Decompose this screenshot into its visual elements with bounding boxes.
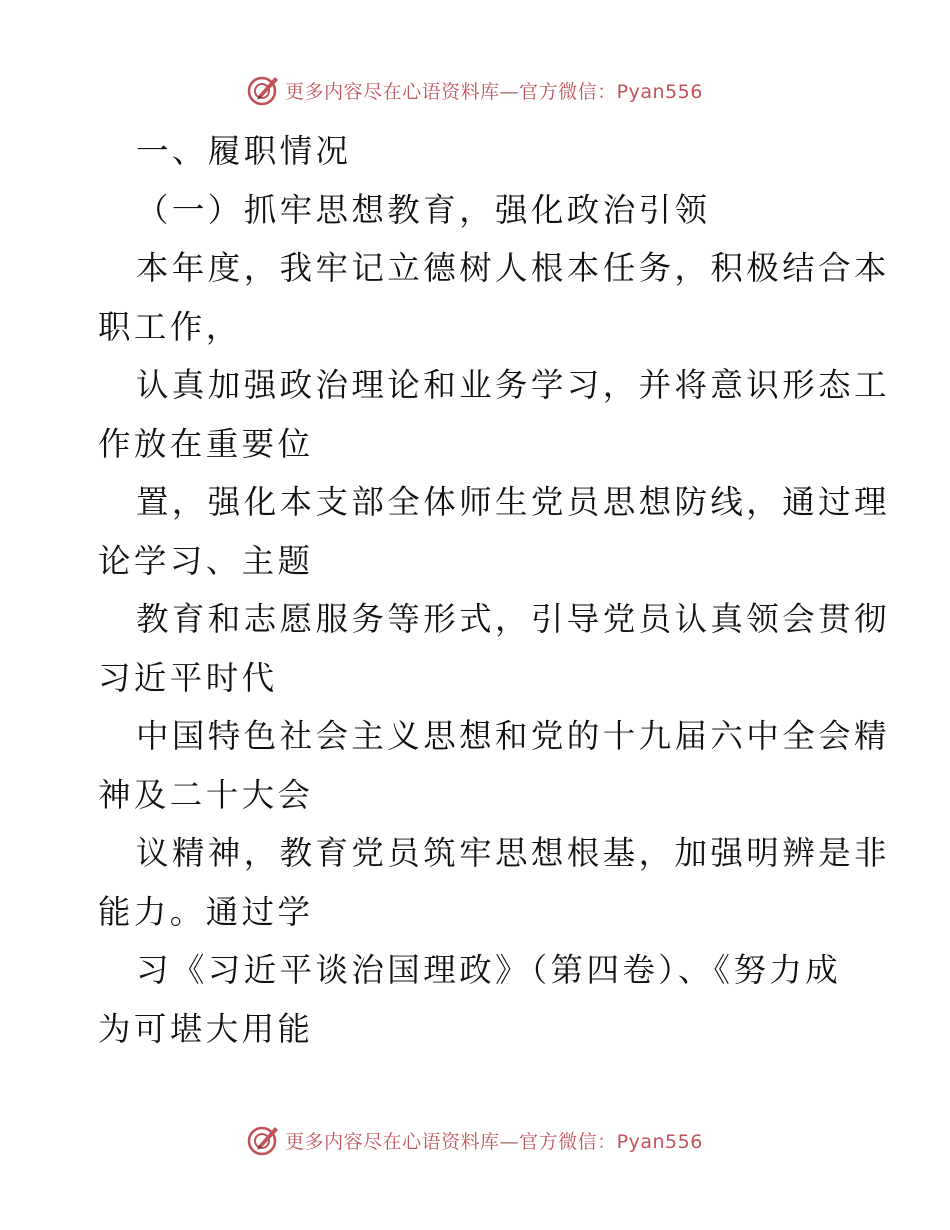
quill-pen-logo-icon bbox=[247, 73, 281, 107]
paragraph-line: 能力。通过学 bbox=[98, 892, 314, 931]
header-brand-text: 更多内容尽在心语资料库 bbox=[285, 80, 500, 103]
footer-banner bbox=[0, 1120, 950, 1160]
header-separator: — bbox=[499, 80, 520, 103]
footer-brand-text: 更多内容尽在心语资料库 bbox=[285, 1130, 500, 1153]
paragraph-line: 习近平时代 bbox=[98, 658, 278, 697]
quill-pen-logo-icon bbox=[247, 1123, 281, 1157]
paragraph-line: 论学习、主题 bbox=[98, 541, 314, 580]
section-heading: 一、履职情况 bbox=[136, 132, 352, 170]
footer-separator: — bbox=[499, 1130, 520, 1153]
paragraph-line: 作放在重要位 bbox=[98, 424, 314, 463]
footer-banner-text bbox=[285, 1127, 703, 1154]
document-body bbox=[98, 122, 890, 1058]
paragraph-line: 习《习近平谈治国理政》（第四卷）、《努力成 bbox=[136, 951, 842, 989]
paragraph-line: 教育和志愿服务等形式，引导党员认真领会贯彻 bbox=[136, 600, 890, 638]
paragraph-line: 为可堪大用能 bbox=[98, 1009, 314, 1048]
subsection-heading: （一）抓牢思想教育，强化政治引领 bbox=[136, 190, 711, 229]
paragraph-line: 神及二十大会 bbox=[98, 775, 314, 814]
footer-contact-text: 官方微信：Pyan556 bbox=[519, 1130, 703, 1153]
paragraph-line: 中国特色社会主义思想和党的十九届六中全会精 bbox=[136, 717, 890, 755]
header-banner-text bbox=[285, 77, 703, 104]
paragraph-line: 置，强化本支部全体师生党员思想防线，通过理 bbox=[136, 483, 890, 521]
paragraph-line: 本年度，我牢记立德树人根本任务，积极结合本 bbox=[136, 249, 890, 287]
header-contact-text: 官方微信：Pyan556 bbox=[519, 80, 703, 103]
paragraph-line: 认真加强政治理论和业务学习，并将意识形态工 bbox=[136, 366, 890, 404]
paragraph-line: 职工作， bbox=[98, 307, 242, 346]
paragraph-line: 议精神，教育党员筑牢思想根基，加强明辨是非 bbox=[136, 834, 890, 872]
header-banner bbox=[0, 70, 950, 110]
